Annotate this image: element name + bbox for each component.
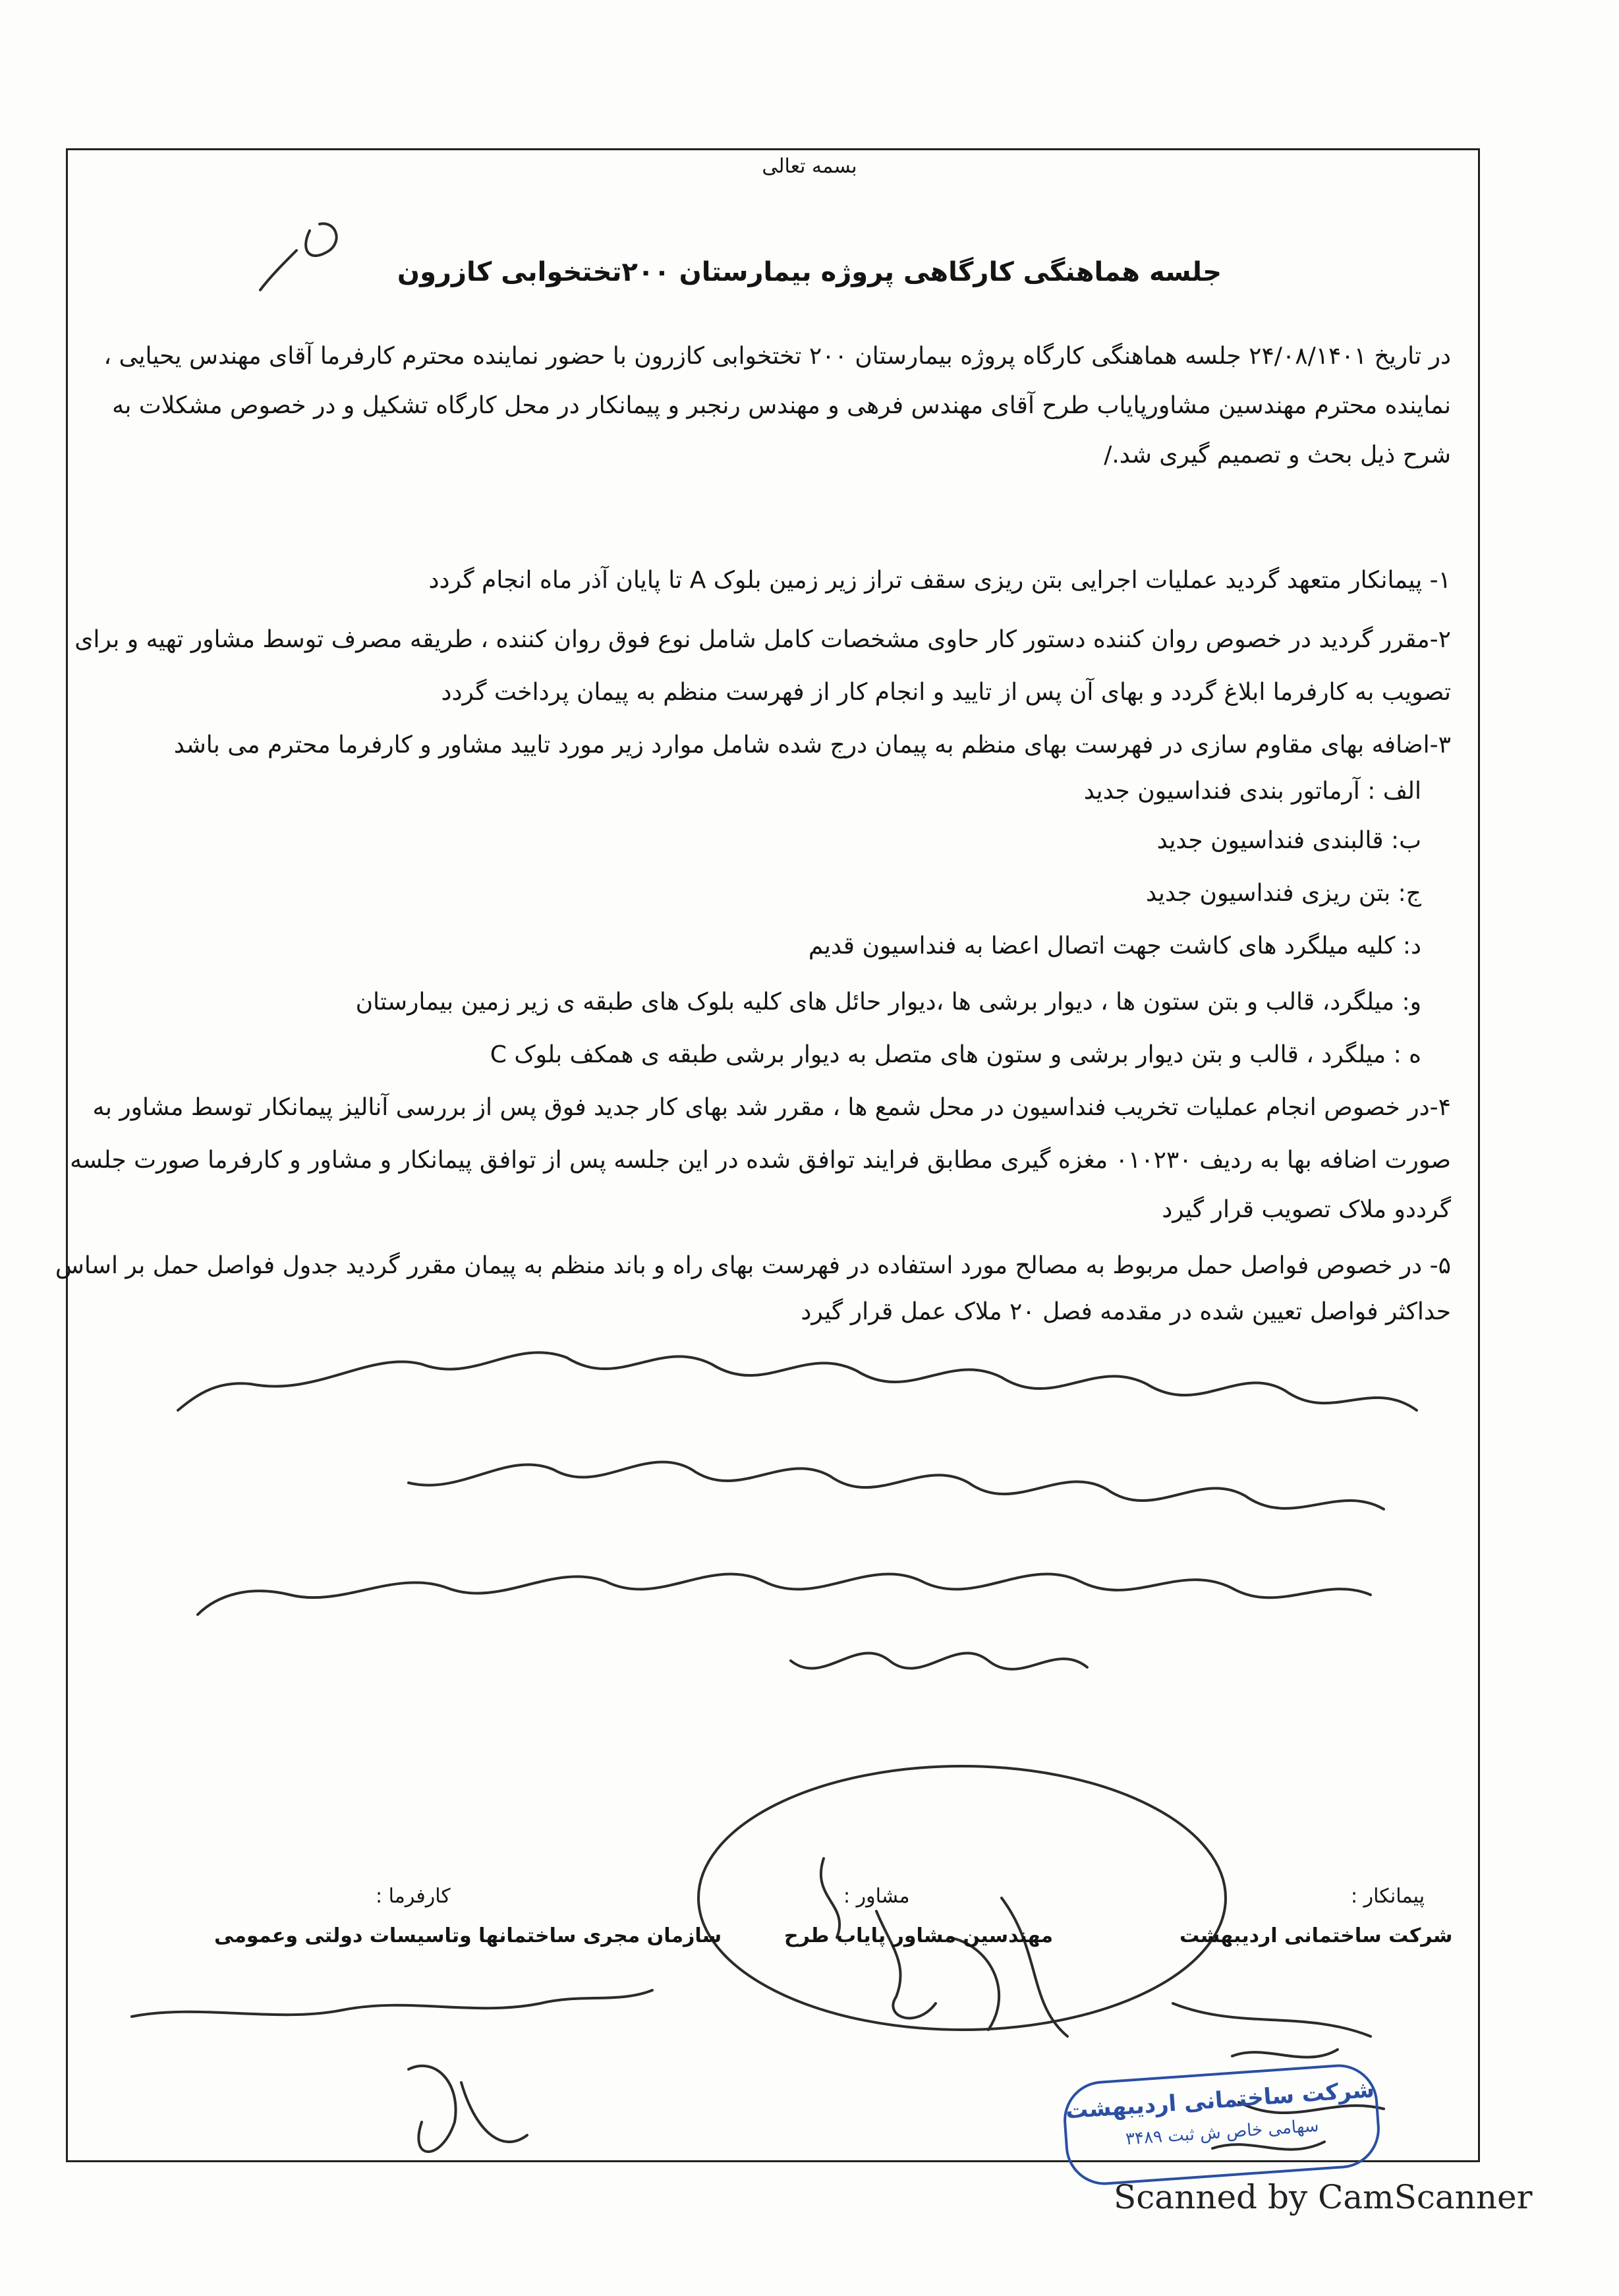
consultant-name: مهندسین مشاور پایاب طرح	[784, 1924, 1054, 1947]
contractor-role: پیمانکار :	[1351, 1885, 1425, 1908]
item-3: ۳-اضافه بهای مقاوم سازی در فهرست بهای منظم به پیمان درج شده شامل موارد زیر مورد تایید مشاور و کارفرما محترم می باشد	[173, 732, 1451, 759]
subitem-a: الف : آرماتور بندی فنداسیون جدید	[1083, 778, 1421, 805]
item-5-line-2: حداکثر فواصل تعیین شده در مقدمه فصل ۲۰ ملاک عمل قرار گیرد	[801, 1298, 1451, 1325]
handwritten-note-line-1	[178, 1352, 1417, 1410]
subitem-v: و: میلگرد، قالب و بتن ستون ها ، دیوار برشی ها ،دیوار حائل های کلیه بلوک های طبقه ی زیر زمین بیمارستان	[355, 989, 1421, 1016]
stamp-line-1: شرکت ساختمانی اردیبهشت	[1064, 2076, 1376, 2125]
item-5-line-1: ۵- در خصوص فواصل حمل مربوط به مصالح مورد استفاده در فهرست بهای راه و باند منظم به پیمان مقرر گردید جدول فواصل حمل بر اساس	[55, 1252, 1451, 1279]
item-2-line-2: تصویب به کارفرما ابلاغ گردد و بهای آن پس از تایید و انجام کار از فهرست منظم به پیمان پرداخت گردد	[441, 679, 1451, 706]
consultant-role: مشاور :	[843, 1885, 910, 1908]
employer-signature	[132, 1990, 652, 2152]
stamp-line-2: سهامی خاص ش ثبت ۳۴۸۹	[1125, 2115, 1320, 2150]
handwritten-note-line-3	[198, 1574, 1371, 1615]
scanner-watermark: Scanned by CamScanner	[1114, 2178, 1533, 2216]
intro-line-3: شرح ذیل بحث و تصمیم گیری شد./	[1104, 442, 1451, 469]
subitem-d: د: کلیه میلگرد های کاشت جهت اتصال اعضا به فنداسیون قدیم	[808, 933, 1421, 960]
subitem-h: ه : میلگرد ، قالب و بتن دیوار برشی و ستون های متصل به دیوار برشی طبقه ی همکف بلوک C	[490, 1041, 1421, 1068]
intro-line-2: نماینده محترم مهندسین مشاورپایاب طرح آقای مهندس فرهی و مهندس رنجبر و پیمانکار در محل کارگاه تشکیل و در خصوص مشکلات به	[112, 392, 1451, 419]
handwritten-note-line-2	[409, 1462, 1384, 1509]
item-4-line-1: ۴-در خصوص انجام عملیات تخریب فنداسیون در محل شمع ها ، مقرر شد بهای کار جدید فوق پس از بررسی آنالیز پیمانکار توسط مشاور به	[92, 1094, 1451, 1121]
item-4-line-2: صورت اضافه بها به ردیف ۰۱۰۲۳۰ مغزه گیری مطابق فرایند توافق شده در این جلسه پس از توافق پیمانکار و مشاور و کارفرما صورت جلسه	[70, 1147, 1451, 1174]
item-1: ۱- پیمانکار متعهد گردید عملیات اجرایی بتن ریزی سقف تراز زیر زمین بلوک A تا پایان آذر ماه انجام گردد	[428, 567, 1451, 594]
handwritten-note-line-4	[791, 1653, 1087, 1669]
intro-line-1: در تاریخ ۲۴/۰۸/۱۴۰۱ جلسه هماهنگی کارگاه پروژه بیمارستان ۲۰۰ تختخوابی کازرون با حضور نماینده محترم کارفرما آقای مهندس یحیایی ،	[103, 343, 1451, 370]
page-number-mark	[260, 223, 337, 290]
consultant-signature-circle	[698, 1766, 1226, 2030]
contractor-name: شرکت ساختمانی اردیبهشت	[1179, 1924, 1453, 1947]
company-stamp	[1061, 2062, 1382, 2188]
item-4-line-3: گرددو ملاک تصویب قرار گیرد	[1162, 1196, 1451, 1223]
basmala: بسمه تعالی	[762, 155, 857, 178]
employer-name: سازمان مجری ساختمانها وتاسیسات دولتی وعمومی	[214, 1924, 722, 1947]
subitem-b: ب: قالبندی فنداسیون جدید	[1156, 827, 1421, 854]
document-title: جلسه هماهنگی کارگاهی پروژه بیمارستان ۲۰۰تختخوابی کازرون	[397, 257, 1222, 287]
item-2-line-1: ۲-مقرر گردید در خصوص روان کننده دستور کار حاوی مشخصات کامل شامل نوع فوق روان کننده ، طریقه مصرف توسط مشاور تهیه و برای	[74, 626, 1451, 653]
subitem-c: ج: بتن ریزی فنداسیون جدید	[1146, 880, 1421, 907]
employer-role: کارفرما :	[376, 1885, 451, 1908]
